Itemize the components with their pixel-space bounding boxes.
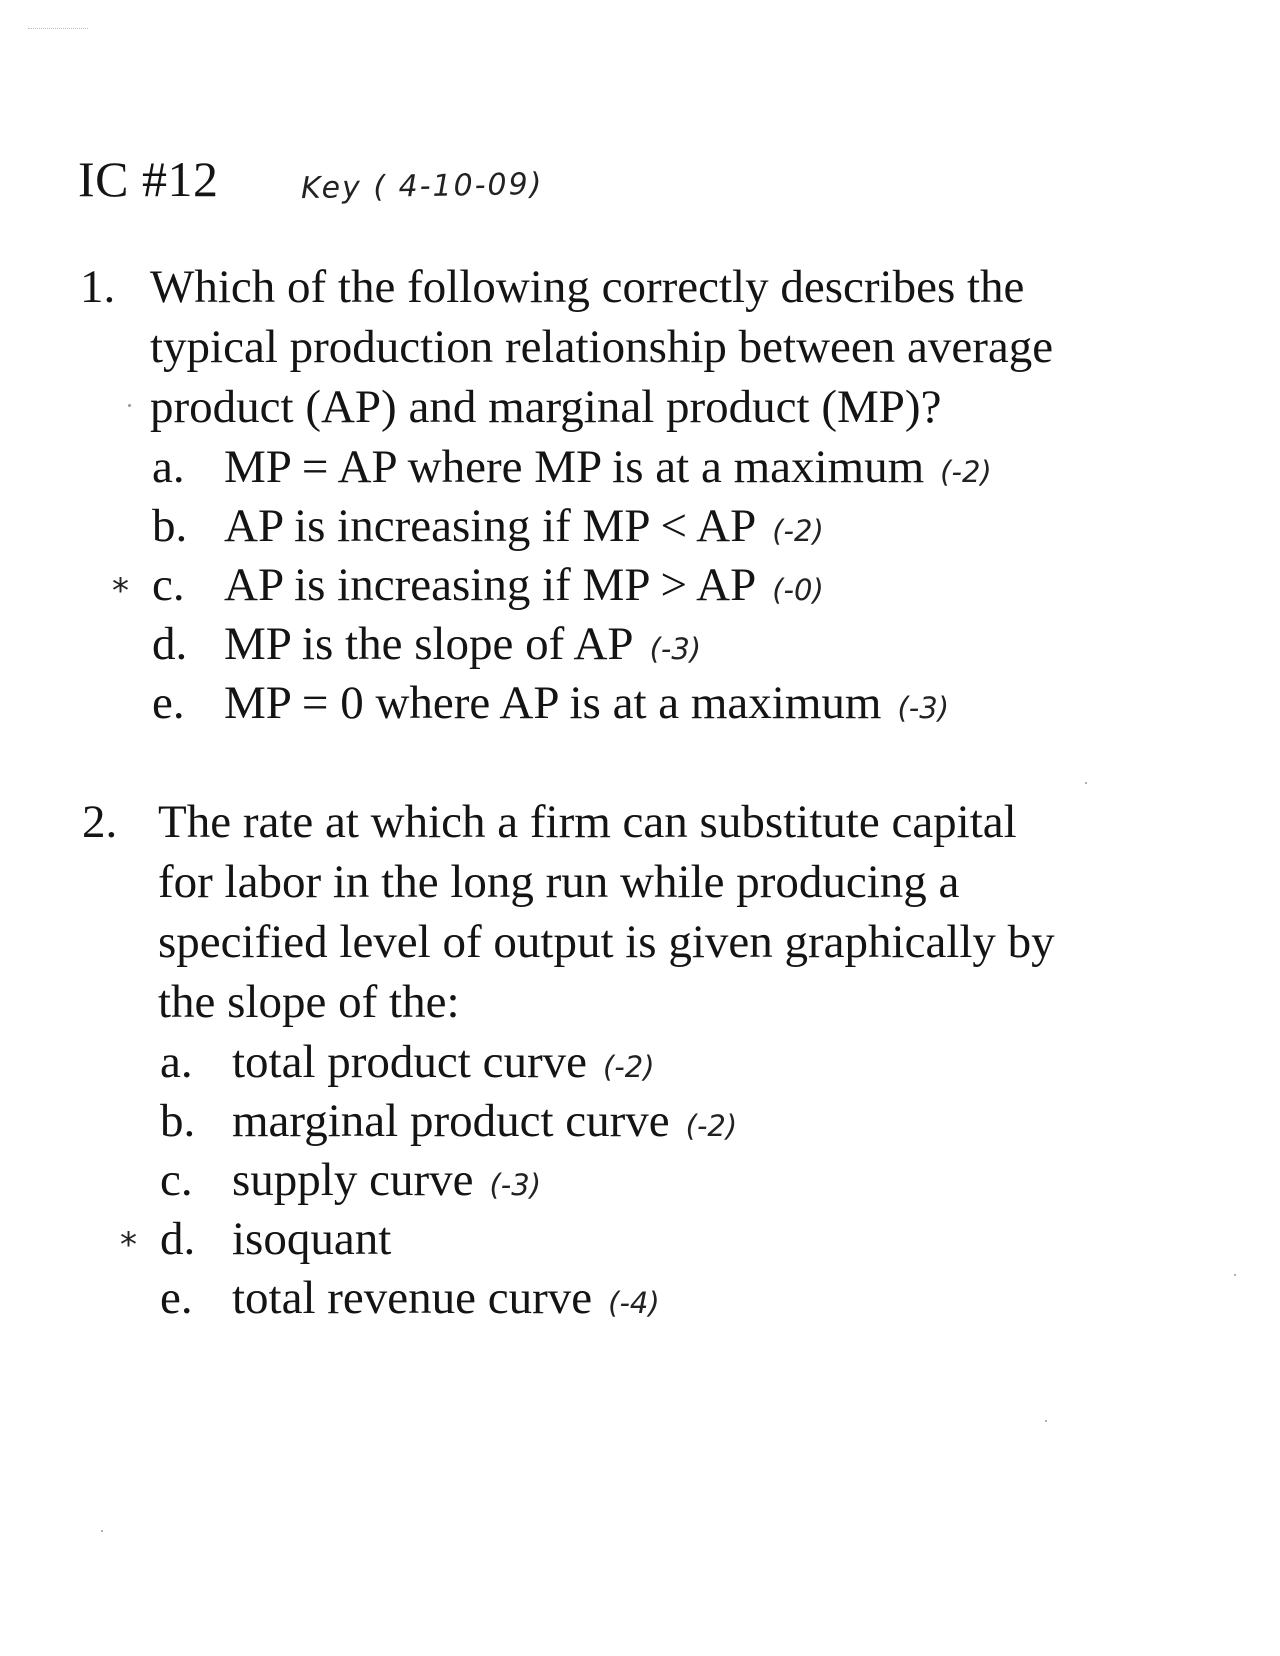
question-text [158, 792, 1218, 1032]
handwritten-grade: (-2) [772, 514, 824, 548]
question-text [150, 257, 1210, 437]
answer-option-correct [112, 555, 1210, 614]
question-text-line: product (AP) and marginal product (MP)? [150, 381, 942, 433]
option-letter: e. [152, 677, 185, 729]
question-number: 1. [80, 261, 116, 313]
page-title: IC #12 [78, 151, 219, 207]
scan-speck [1234, 1274, 1236, 1276]
option-text: MP is the slope of AP [224, 618, 634, 670]
answer-options [112, 437, 1210, 732]
scan-speck [128, 404, 131, 407]
option-letter: d. [160, 1213, 196, 1265]
option-letter: c. [160, 1154, 193, 1206]
option-text: supply curve [232, 1154, 474, 1206]
question-text-line: the slope of the: [158, 976, 460, 1028]
option-text: AP is increasing if MP > AP [224, 559, 757, 611]
handwritten-key-note: Key ( 4-10-09) [300, 166, 544, 207]
handwritten-grade: (-4) [608, 1286, 660, 1320]
question-text-line: for labor in the long run while producing a [158, 856, 960, 908]
handwritten-grade: (-3) [649, 632, 702, 666]
option-text: AP is increasing if MP < AP [224, 500, 757, 552]
question-text-line: Which of the following correctly describes the [150, 261, 1025, 313]
answer-options [120, 1032, 1218, 1327]
answer-option [152, 496, 1210, 555]
option-letter: e. [160, 1272, 193, 1324]
correct-answer-mark-icon: * [112, 571, 129, 611]
answer-option [160, 1032, 1218, 1091]
page-header [78, 150, 543, 208]
answer-option [152, 437, 1210, 496]
option-letter: d. [152, 618, 188, 670]
handwritten-grade: (-3) [897, 691, 950, 725]
handwritten-grade: (-2) [940, 455, 992, 489]
handwritten-grade: (-3) [489, 1168, 542, 1202]
question-text-line: typical production relationship between average [150, 321, 1054, 373]
handwritten-grade: (-2) [602, 1050, 655, 1084]
option-text: total revenue curve [232, 1272, 593, 1324]
question-stem [80, 257, 1210, 437]
option-text: MP = AP where MP is at a maximum [224, 441, 925, 493]
answer-option [160, 1268, 1218, 1327]
correct-answer-mark-icon: * [120, 1225, 137, 1265]
scan-speck [101, 1530, 103, 1532]
answer-option [160, 1150, 1218, 1209]
question-text-line: The rate at which a firm can substitute capital [158, 796, 1017, 848]
option-text: total product curve [232, 1036, 587, 1088]
option-text: isoquant [232, 1213, 392, 1265]
option-letter: b. [152, 500, 188, 552]
question-text-line: specified level of output is given graphically by [158, 916, 1055, 968]
option-letter: b. [160, 1095, 196, 1147]
scan-speck [1085, 782, 1087, 784]
handwritten-grade: (-0) [772, 573, 824, 607]
question-2 [82, 792, 1218, 1327]
option-text: marginal product curve [232, 1095, 670, 1147]
handwritten-grade: (-2) [685, 1109, 738, 1143]
question-1 [80, 257, 1210, 732]
answer-option-correct [120, 1209, 1218, 1268]
option-letter: a. [152, 441, 185, 493]
scan-artifact [28, 28, 88, 31]
answer-option [152, 673, 1210, 732]
question-stem [82, 792, 1218, 1032]
option-letter: c. [152, 559, 185, 611]
scan-speck [1045, 1420, 1047, 1422]
question-number: 2. [82, 796, 118, 848]
answer-option [160, 1091, 1218, 1150]
option-text: MP = 0 where AP is at a maximum [224, 677, 882, 729]
answer-option [152, 614, 1210, 673]
option-letter: a. [160, 1036, 193, 1088]
